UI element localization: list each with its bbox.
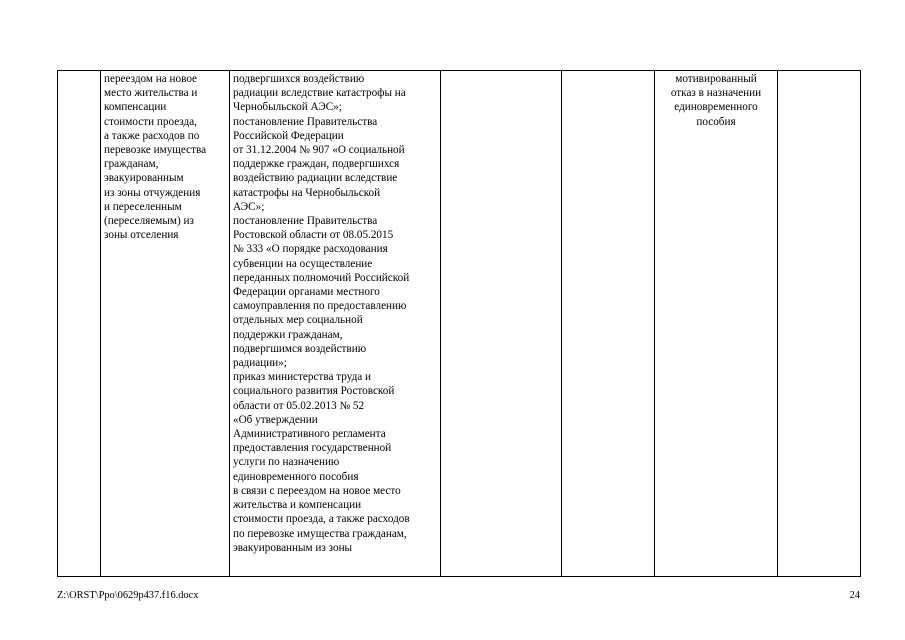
table-cell-column-5 [562, 71, 655, 577]
table-row [58, 71, 861, 577]
cell-text-line: «Об утверждении [233, 413, 318, 426]
table-cell-column-7 [778, 71, 861, 577]
page-number: 24 [849, 590, 860, 601]
cell-text-line: катастрофы на Чернобыльской [233, 186, 381, 199]
cell-text-line: единовременного [674, 101, 758, 114]
cell-text-line: стоимости проезда, а также расходов [233, 513, 410, 526]
cell-text-line: подвергшихся воздействию [233, 73, 365, 85]
cell-text-line: радиации вследствие катастрофы на [233, 87, 406, 100]
cell-text-line: области от 05.02.2013 № 52 [233, 399, 365, 412]
table-cell-result [655, 71, 778, 577]
cell-text-line: жительства и компенсации [233, 499, 362, 512]
cell-text-line: АЭС»; [233, 200, 265, 213]
cell-text-line: а также расходов по [104, 129, 200, 142]
table-cell-legal-basis [230, 71, 441, 577]
cell-text-line: услуги по назначению [233, 456, 340, 469]
cell-text-line: единовременного пособия [233, 470, 359, 483]
document-table [57, 70, 861, 577]
cell-text-line: эвакуированным из зоны [233, 541, 353, 554]
cell-text-line: Ростовской области от 08.05.2015 [233, 229, 394, 242]
cell-text-line: Чернобыльской АЭС»; [233, 101, 342, 114]
cell-text-line: гражданам, [104, 158, 159, 171]
cell-text-line: Административного регламента [233, 428, 386, 441]
cell-text-line: приказ министерства труда и [233, 371, 372, 384]
cell-text-line: из зоны отчуждения [104, 186, 201, 199]
footer-file-path: Z:\ORST\Ppo\0629p437.f16.docx [57, 590, 199, 601]
cell-text-line: Российской Федерации [233, 129, 344, 142]
cell-text-line: воздействию радиации вследствие [233, 172, 398, 185]
table-cell-number [58, 71, 101, 577]
cell-text-line: Федерации органами местного [233, 286, 380, 299]
table-cell-service-name [101, 71, 230, 577]
cell-text-line: в связи с переездом на новое место [233, 484, 401, 497]
cell-text-line: переездом на новое [104, 73, 198, 85]
cell-text-line: эвакуированным [104, 172, 184, 185]
cell-text-line: зоны отселения [104, 229, 179, 242]
cell-text-line: по перевозке имущества гражданам, [233, 527, 407, 540]
cell-text-line: социального развития Ростовской [233, 385, 395, 398]
cell-text-line: перевозке имущества [104, 144, 207, 157]
cell-text-line: радиации»; [233, 357, 287, 370]
cell-text-line: стоимости проезда, [104, 115, 197, 128]
cell-text-line: субвенции на осуществление [233, 257, 373, 270]
table-cell-column-4 [441, 71, 562, 577]
cell-text-line: предоставления государственной [233, 442, 392, 455]
cell-text-line: компенсации [104, 101, 167, 114]
cell-text-line: отдельных мер социальной [233, 314, 363, 327]
cell-text-line: подвергшимся воздействию [233, 342, 367, 355]
cell-text-line: переданных полномочий Российской [233, 271, 410, 284]
cell-text-line: и переселенным [104, 200, 182, 213]
cell-text-line: № 333 «О порядке расходования [233, 243, 388, 256]
cell-text-line: мотивированный [675, 73, 757, 85]
cell-text-line: самоуправления по предоставлению [233, 300, 407, 313]
cell-text-line: от 31.12.2004 № 907 «О социальной [233, 144, 405, 157]
cell-text-line: постановление Правительства [233, 215, 378, 228]
cell-text-line: отказ в назначении [670, 87, 762, 100]
cell-text-line: поддержке граждан, подвергшихся [233, 158, 400, 171]
cell-text-line: постановление Правительства [233, 115, 378, 128]
cell-text-line: (переселяемым) из [104, 215, 194, 228]
cell-text-line: место жительства и [104, 87, 198, 100]
cell-text-line: поддержки гражданам, [233, 328, 343, 341]
cell-text-line: пособия [696, 115, 736, 128]
